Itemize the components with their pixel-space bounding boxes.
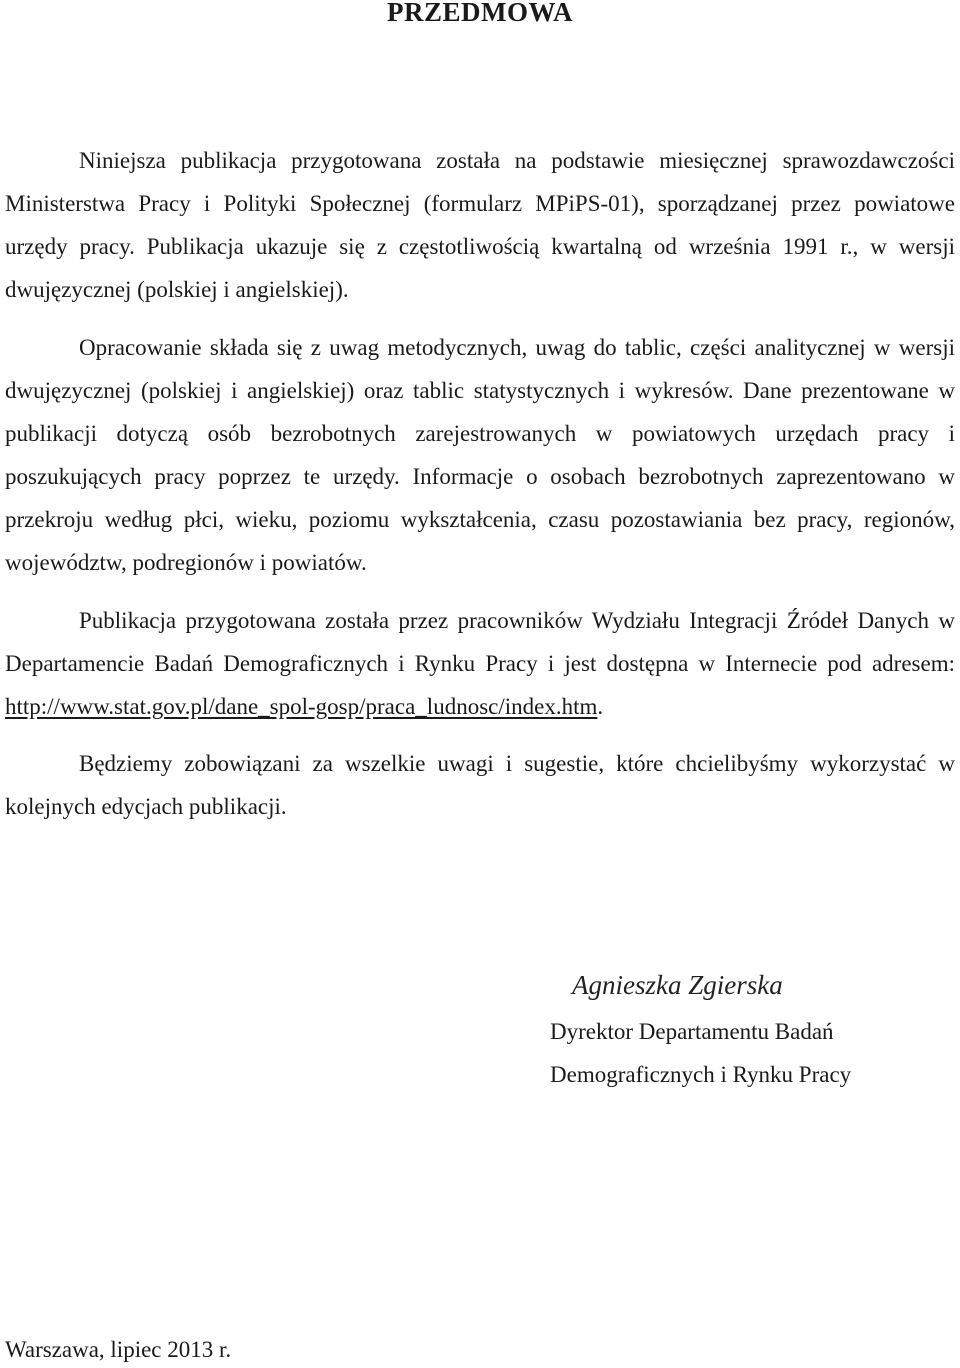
paragraph-feedback: Będziemy zobowiązani za wszelkie uwagi i sugestie, które chcielibyśmy wykorzystać w kolejnych edycjach publikacji. [5, 751, 955, 819]
signature-block [550, 963, 955, 1096]
paragraph-publication-source: Niniejsza publikacja przygotowana została na podstawie miesięcznej sprawozdawczości Ministerstwa Pracy i Polityki Społecznej (formularz MPiPS-01), sporządzanej przez powiatowe urzędy pracy. Publikacja ukazuje się z częstotliwością kwartalną od września 1991 r., w wersji dwujęzycznej (polskiej i angielskiej). [5, 148, 955, 302]
paragraph-availability-end: . [597, 694, 604, 719]
signatory-title-line-2: Demograficznych i Rynku Pracy [550, 1062, 852, 1087]
page-title: PRZEDMOWA [387, 0, 573, 27]
document-page [5, 0, 955, 1367]
signature-name: Agnieszka Zgierska [572, 970, 783, 1000]
paragraph-availability-text: Publikacja przygotowana została przez pracowników Wydziału Integracji Źródeł Danych w Departamencie Badań Demograficznych i Rynku Pracy i jest dostępna w Internecie pod adresem: [5, 608, 955, 676]
signatory-title-line-1: Dyrektor Departamentu Badań [550, 1019, 834, 1044]
paragraph-availability [5, 599, 955, 728]
publication-url-link[interactable]: http://www.stat.gov.pl/dane_spol-gosp/praca_ludnosc/index.htm [5, 694, 598, 719]
paragraph-contents: Opracowanie składa się z uwag metodycznych, uwag do tablic, części analitycznej w wersji dwujęzycznej (polskiej i angielskiej) oraz tablic statystycznych i wykresów. Dane prezentowane w publikacji dotyczą osób bezrobotnych zarejestrowanych w powiatowych urzędach pracy i poszukujących pracy poprzez te urzędy. Informacje o osobach bezrobotnych zaprezentowano w przekroju według płci, wieku, poziomu wykształcenia, czasu pozostawiania bez pracy, regionów, województw, podregionów i powiatów. [5, 335, 955, 575]
place-and-date: Warszawa, lipiec 2013 r. [5, 1337, 232, 1362]
